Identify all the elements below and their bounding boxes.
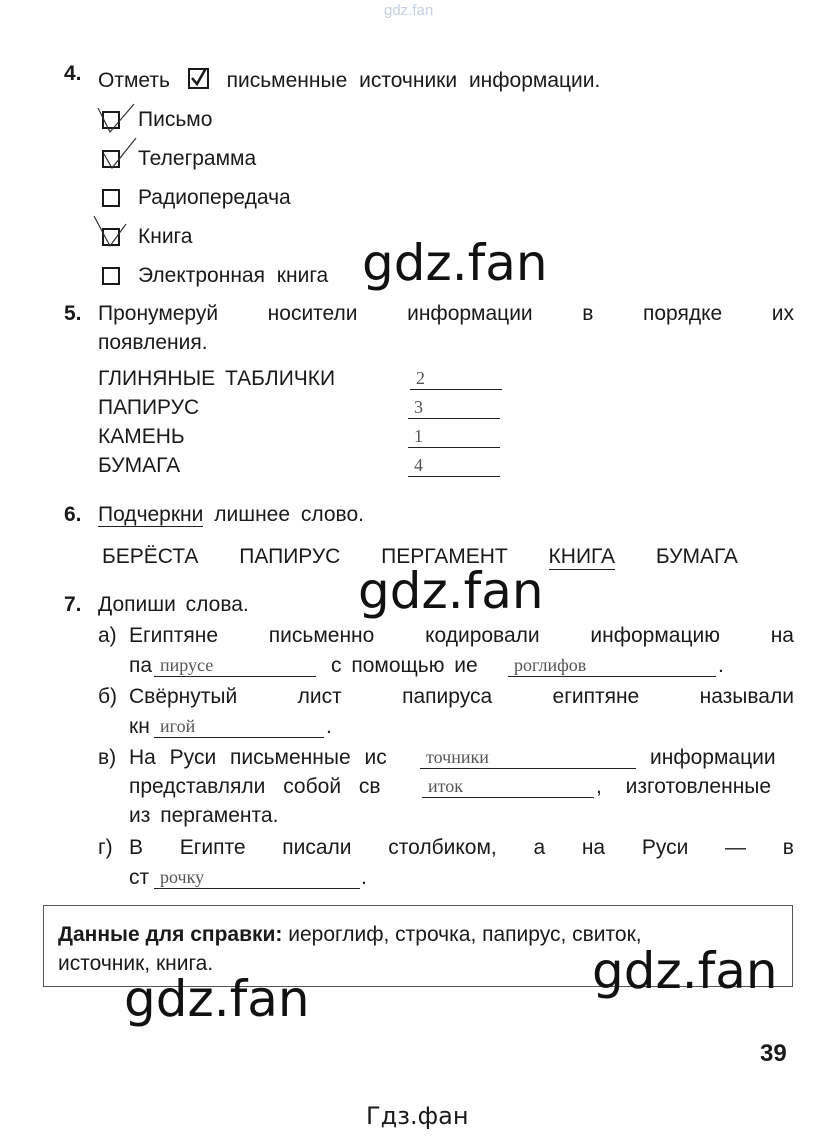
task7g-line1: [129, 836, 794, 860]
task7-number: 7.: [64, 593, 82, 616]
item-letter: а): [98, 624, 117, 647]
task7a-prefix: па: [129, 654, 153, 677]
reference-text: иероглиф, строчка, папирус, свиток,: [288, 923, 642, 946]
word: Свёрнутый: [129, 685, 238, 708]
watermark: gdz.fan: [592, 942, 778, 1000]
word: египтяне: [552, 685, 640, 708]
top-watermark: gdz.fan: [384, 2, 434, 19]
option-label: Телеграмма: [138, 147, 257, 170]
word-answer-field[interactable]: [154, 715, 324, 738]
word: в: [582, 302, 594, 325]
bottom-watermark: Гдз.фан: [366, 1102, 469, 1130]
task6-prompt: [98, 503, 364, 527]
checkbox-sample-icon: [188, 68, 209, 89]
word: письменно: [268, 624, 375, 647]
task7v-line2-prefix: представляли собой св: [129, 775, 381, 798]
task5-prompt-line1: [98, 302, 794, 326]
task4-prompt-before: Отметь: [98, 69, 170, 92]
word: порядке: [642, 302, 723, 325]
task7a-line1: [129, 624, 794, 648]
answer-value: иток: [428, 776, 464, 796]
item-letter: г): [98, 836, 113, 859]
word: на: [770, 624, 794, 647]
reference-line1: [58, 923, 642, 947]
task7a-middle: с помощью ие: [331, 654, 478, 677]
answer-value: 2: [416, 368, 425, 388]
watermark: gdz.fan: [362, 234, 548, 292]
word: на: [581, 836, 606, 859]
word: информации: [407, 302, 533, 325]
medium-label: ГЛИНЯНЫЕ ТАБЛИЧКИ: [98, 367, 336, 390]
answer-value: 3: [414, 397, 423, 417]
option-label: Книга: [138, 225, 193, 248]
task7v-line3: из пергамента.: [129, 804, 279, 827]
word-answer-field[interactable]: [508, 654, 716, 677]
word: кодировали: [425, 624, 540, 647]
word: а: [533, 836, 546, 859]
number-answer-field[interactable]: [410, 367, 502, 390]
option-label: Радиопередача: [138, 186, 291, 209]
medium-label: ПАПИРУС: [98, 396, 200, 419]
word-option[interactable]: ПЕРГАМЕНТ: [381, 545, 508, 568]
task6-number: 6.: [64, 503, 82, 526]
word: —: [725, 836, 747, 859]
word: папируса: [402, 685, 493, 708]
task7b-prefix: кн: [129, 715, 150, 738]
word-answer-field[interactable]: [154, 866, 360, 889]
answer-value: 1: [414, 426, 423, 446]
word-answer-field[interactable]: [154, 654, 316, 677]
word: Пронумеруй: [98, 302, 219, 325]
number-answer-field[interactable]: [408, 454, 500, 477]
word: Египте: [179, 836, 246, 859]
word: Руси: [641, 836, 689, 859]
task4-prompt: [98, 66, 600, 93]
word-answer-field[interactable]: [422, 775, 594, 798]
item-letter: в): [98, 746, 117, 769]
task6-prompt-underlined: Подчеркни: [98, 503, 204, 526]
task5-prompt-line2: появления.: [98, 331, 208, 354]
word: называли: [699, 685, 794, 708]
task7g-prefix: ст: [129, 866, 150, 889]
task7v-prefix: На Руси письменные ис: [129, 746, 387, 769]
watermark: gdz.fan: [358, 562, 544, 620]
number-answer-field[interactable]: [408, 396, 500, 419]
checkmark-icon: [92, 98, 142, 138]
word-option-selected[interactable]: КНИГА: [548, 545, 616, 568]
medium-label: БУМАГА: [98, 454, 181, 477]
reference-line2: источник, книга.: [58, 952, 214, 975]
word-option[interactable]: ПАПИРУС: [239, 545, 341, 568]
word: писали: [282, 836, 352, 859]
word: лист: [297, 685, 342, 708]
number-answer-field[interactable]: [408, 425, 500, 448]
task7v-line2-post: , изготовленные: [596, 775, 772, 798]
option-label: Электронная книга: [138, 264, 329, 287]
option-checkbox[interactable]: [102, 189, 120, 207]
medium-label: КАМЕНЬ: [98, 425, 185, 448]
checkmark-icon: [90, 210, 140, 250]
word: столбиком,: [388, 836, 497, 859]
word: информацию: [590, 624, 720, 647]
word: в: [782, 836, 794, 859]
answer-value: роглифов: [514, 655, 587, 675]
watermark: gdz.fan: [124, 970, 310, 1028]
task7g-end: .: [361, 866, 367, 889]
answer-value: пирусе: [160, 655, 214, 675]
task6-prompt-rest: лишнее слово.: [214, 503, 364, 526]
task7b-line1: [129, 685, 794, 709]
item-letter: б): [98, 685, 118, 708]
word-answer-field[interactable]: [420, 746, 636, 769]
word: Египтяне: [129, 624, 219, 647]
task7b-end: .: [326, 715, 332, 738]
task5-number: 5.: [64, 302, 82, 325]
answer-value: рочку: [160, 867, 205, 887]
task4-number: 4.: [64, 62, 82, 85]
task7v-post: информации: [650, 746, 776, 769]
page-number: 39: [760, 1040, 787, 1067]
option-checkbox[interactable]: [102, 267, 120, 285]
answer-value: точники: [426, 747, 489, 767]
word: их: [771, 302, 794, 325]
task7a-end: .: [718, 654, 724, 677]
word-option[interactable]: БЕРЁСТА: [102, 545, 199, 568]
word: В: [129, 836, 144, 859]
word: носители: [267, 302, 358, 325]
reference-title: Данные для справки:: [58, 923, 283, 946]
answer-value: 4: [414, 455, 423, 475]
option-label: Письмо: [138, 108, 213, 131]
task4-prompt-after: письменные источники информации.: [226, 69, 601, 92]
word-option[interactable]: БУМАГА: [655, 545, 738, 568]
answer-value: игой: [160, 716, 196, 736]
task7-prompt: Допиши слова.: [98, 593, 249, 616]
